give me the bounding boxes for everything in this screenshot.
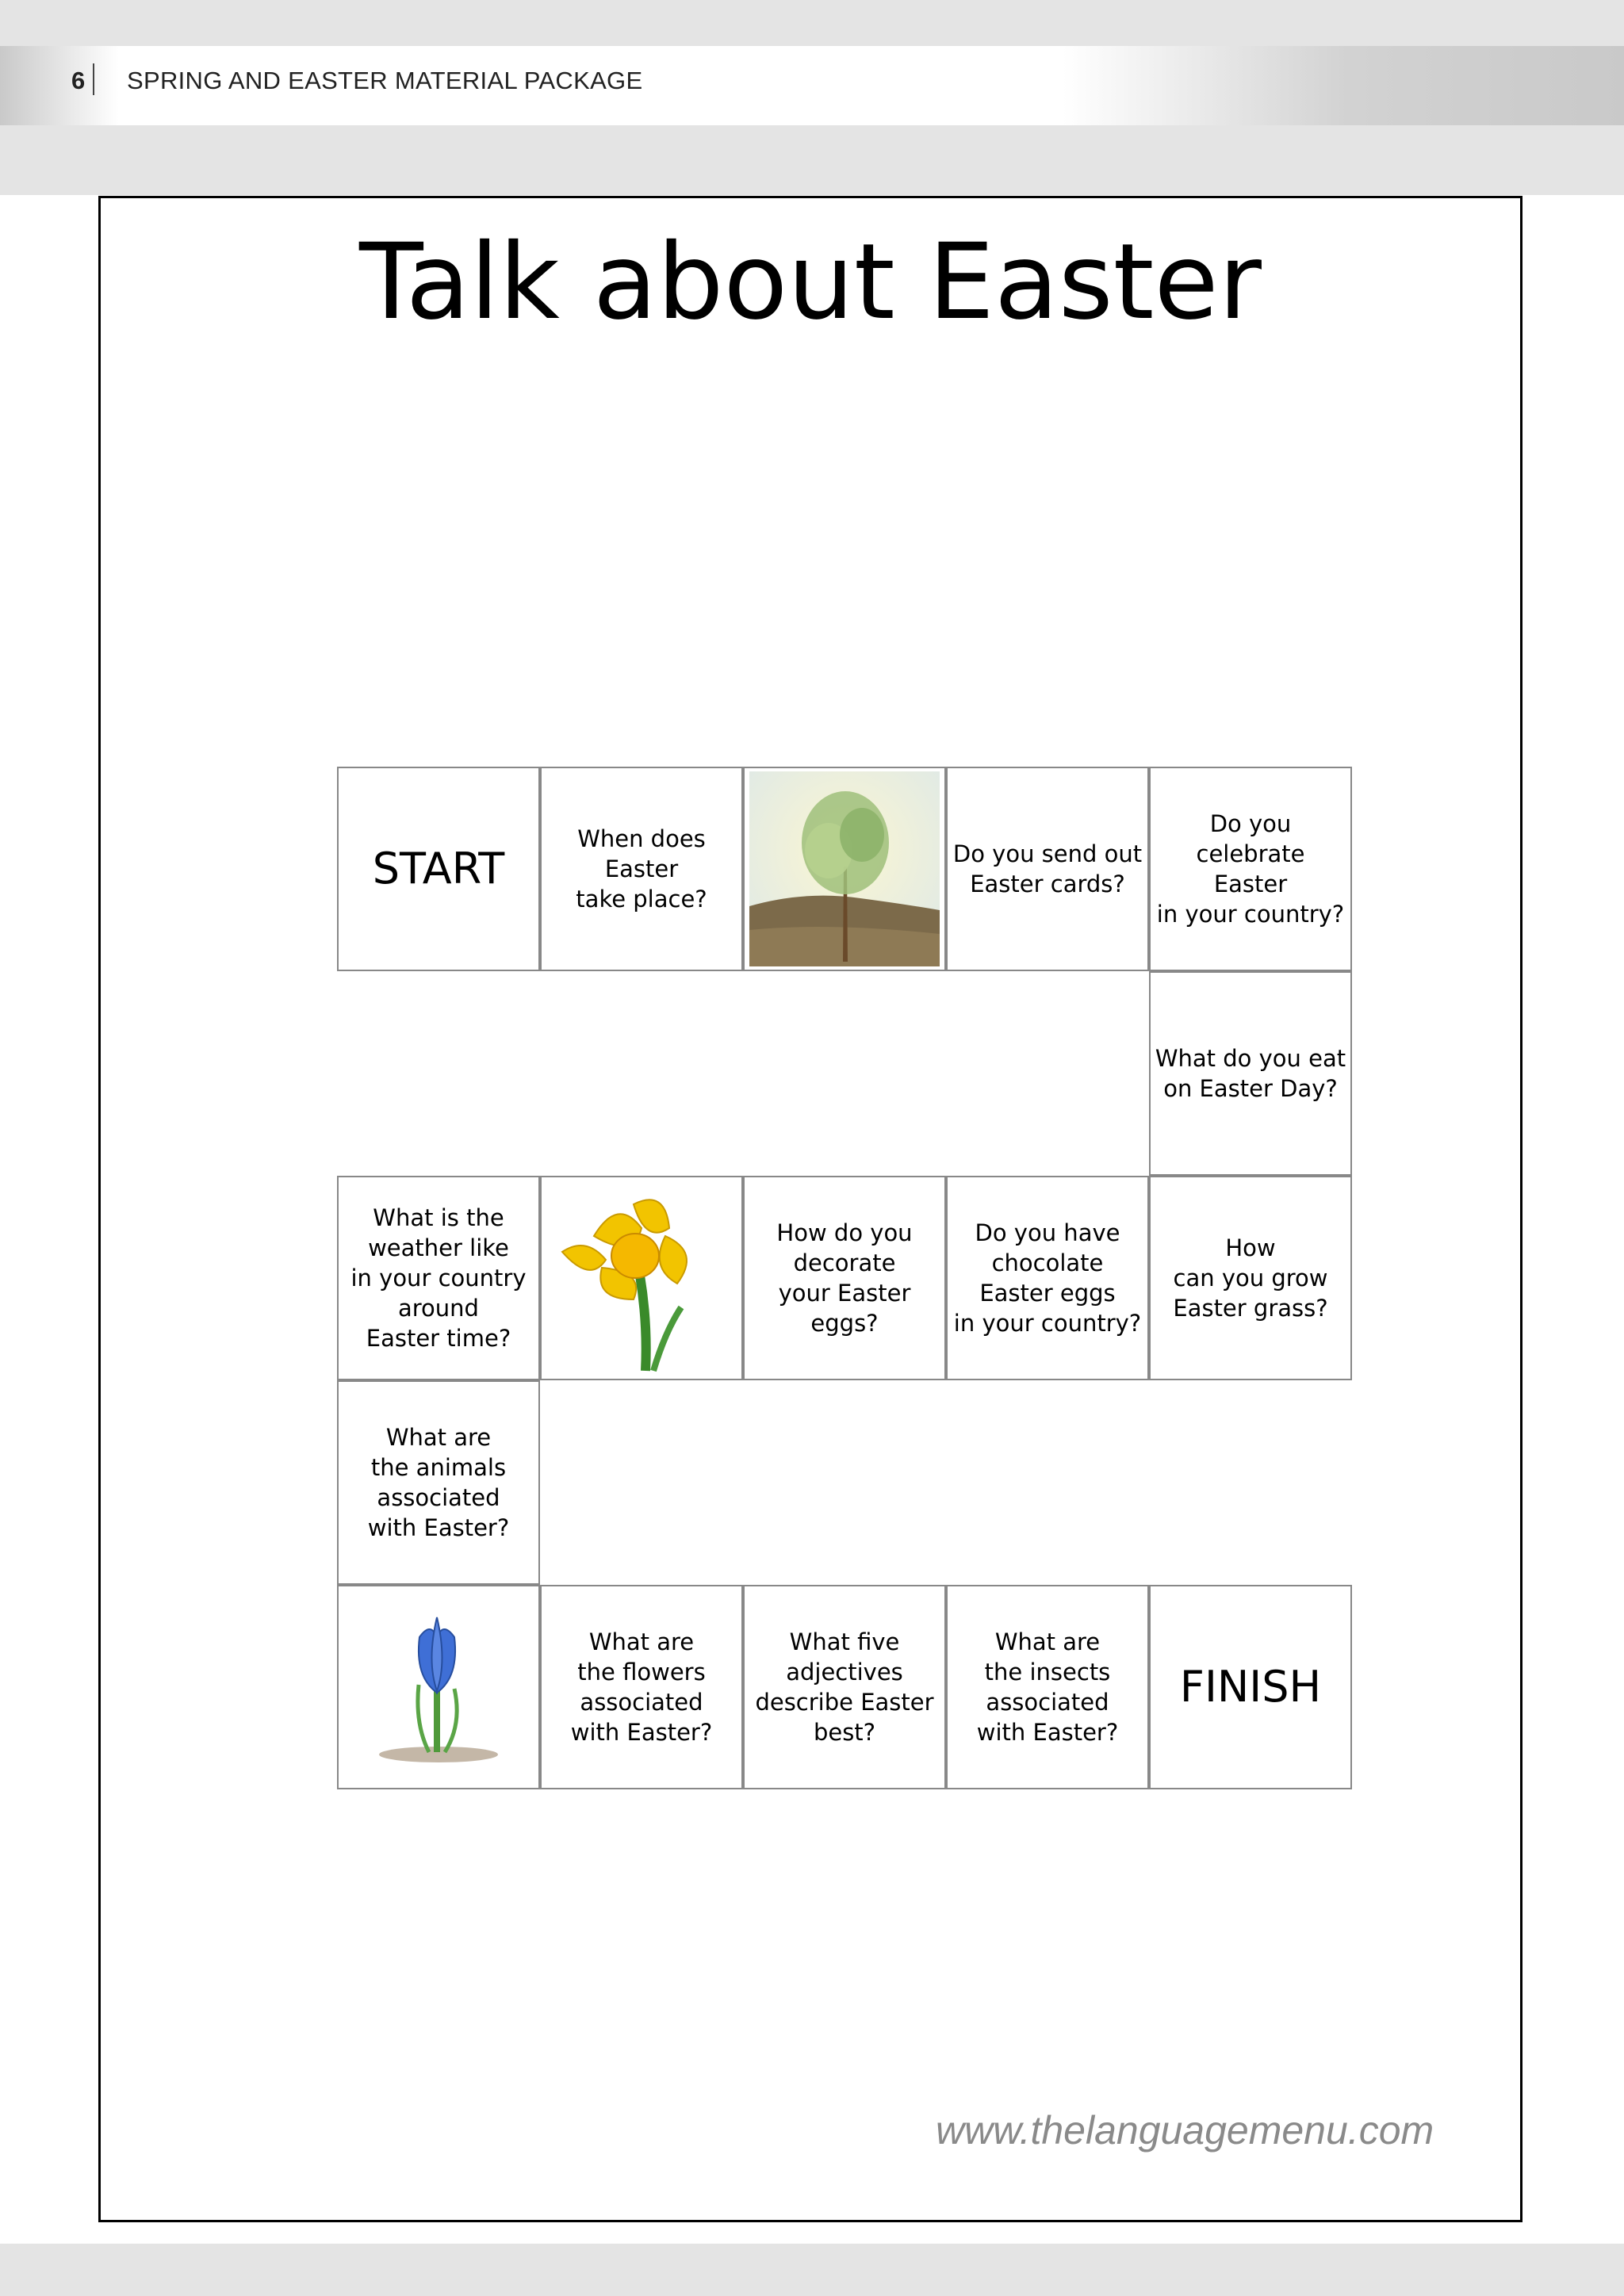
tree-icon <box>749 771 940 966</box>
question-square: How can you grow Easter grass? <box>1149 1176 1352 1380</box>
question-square: What do you eat on Easter Day? <box>1149 971 1352 1176</box>
page-number: 6 <box>71 67 86 94</box>
tree-picture-square <box>743 767 946 971</box>
question-square: Do you have chocolate Easter eggs in your country? <box>946 1176 1149 1380</box>
question-square: What are the flowers associated with Easter? <box>540 1585 743 1789</box>
question-square: Do you send out Easter cards? <box>946 767 1149 971</box>
question-square: Do you celebrate Easter in your country? <box>1149 767 1352 971</box>
finish-square: FINISH <box>1149 1585 1352 1789</box>
worksheet-title: Talk about Easter <box>359 221 1262 343</box>
question-square: What are the animals associated with Easter? <box>337 1380 540 1585</box>
footer-url: www.thelanguagemenu.com <box>936 2108 1434 2152</box>
footer-background <box>0 2244 1624 2296</box>
question-square: When does Easter take place? <box>540 767 743 971</box>
daffodil-picture-square <box>540 1176 743 1380</box>
crocus-icon <box>343 1590 534 1785</box>
start-square: START <box>337 767 540 971</box>
question-square: What five adjectives describe Easter best? <box>743 1585 946 1789</box>
question-square: What are the insects associated with Easter? <box>946 1585 1149 1789</box>
question-square: What is the weather like in your country around Easter time? <box>337 1176 540 1380</box>
question-square: How do you decorate your Easter eggs? <box>743 1176 946 1380</box>
daffodil-icon <box>546 1181 737 1376</box>
header-title: SPRING AND EASTER MATERIAL PACKAGE <box>127 67 643 94</box>
header-divider <box>93 63 94 95</box>
crocus-picture-square <box>337 1585 540 1789</box>
